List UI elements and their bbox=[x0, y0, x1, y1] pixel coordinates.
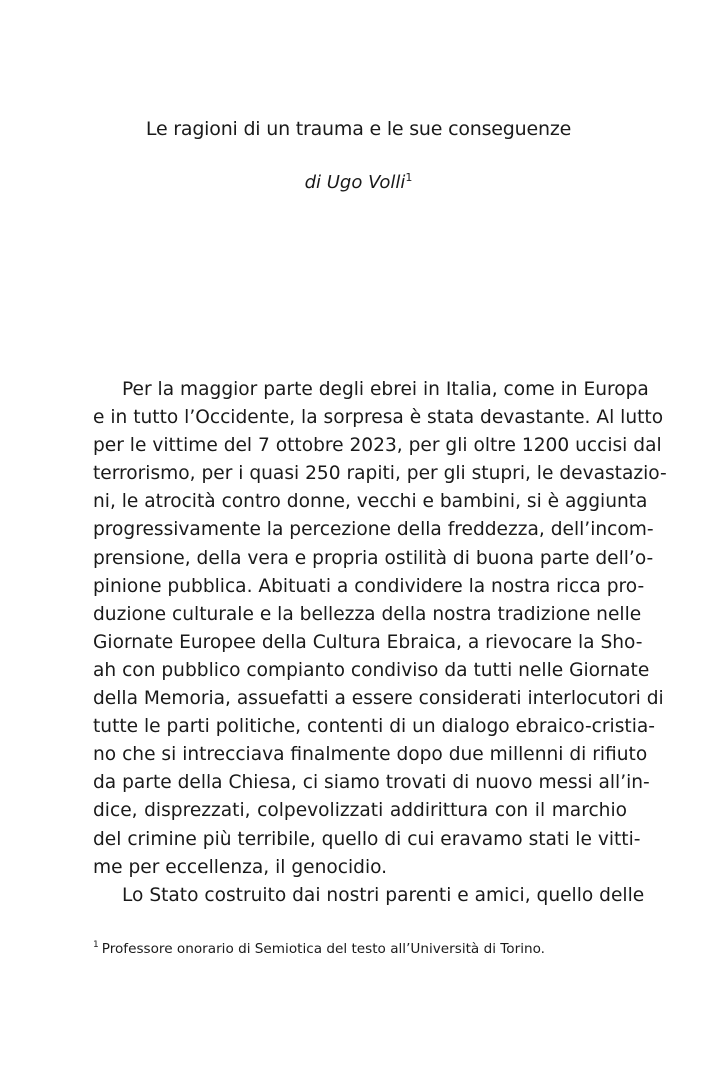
author-name: di Ugo Volli bbox=[304, 172, 406, 193]
body-line: no che si intrecciava finalmente dopo due millenni di rifiuto bbox=[93, 744, 648, 766]
body-line: prensione, della vera e propria ostilità di buona parte dell’o- bbox=[93, 547, 654, 569]
footnote-text: Professore onorario di Semiotica del testo all’Università di Torino. bbox=[101, 941, 545, 957]
body-line: da parte della Chiesa, ci siamo trovati di nuovo messi all’in- bbox=[93, 772, 650, 794]
body-line: me per eccellenza, il genocidio. bbox=[93, 856, 388, 878]
body-line: del crimine più terribile, quello di cui eravamo stati le vitti- bbox=[93, 828, 641, 850]
body-line: e in tutto l’Occidente, la sorpresa è stata devastante. Al lutto bbox=[93, 407, 664, 429]
body-line: per le vittime del 7 ottobre 2023, per gli oltre 1200 uccisi dal bbox=[93, 435, 662, 457]
body-text bbox=[93, 376, 667, 910]
body-line: tutte le parti politiche, contenti di un dialogo ebraico-cristia- bbox=[93, 716, 655, 738]
body-line: terrorismo, per i quasi 250 rapiti, per gli stupri, le devastazio- bbox=[93, 463, 667, 485]
article-title bbox=[0, 118, 717, 140]
body-line: ni, le atrocità contro donne, vecchi e bambini, si è aggiunta bbox=[93, 491, 648, 513]
body-line: dice, disprezzati, colpevolizzati addirittura con il marchio bbox=[93, 800, 627, 822]
article-title-text: Le ragioni di un trauma e le sue conseguenze bbox=[145, 118, 572, 140]
article-author bbox=[0, 172, 717, 193]
footnote-number: 1 bbox=[93, 940, 99, 951]
author-footnote-marker: 1 bbox=[405, 171, 413, 184]
body-line: progressivamente la percezione della freddezza, dell’incom- bbox=[93, 519, 654, 541]
footnote bbox=[93, 940, 627, 958]
body-line: ah con pubblico compianto condiviso da tutti nelle Giornate bbox=[93, 659, 650, 681]
body-line: Giornate Europee della Cultura Ebraica, a rievocare la Sho- bbox=[93, 631, 643, 653]
body-line: duzione culturale e la bellezza della nostra tradizione nelle bbox=[93, 603, 642, 625]
body-line: Lo Stato costruito dai nostri parenti e amici, quello delle bbox=[122, 884, 645, 906]
body-line: della Memoria, assuefatti a essere considerati interlocutori di bbox=[93, 688, 664, 710]
body-line: pinione pubblica. Abituati a condividere la nostra ricca pro- bbox=[93, 575, 645, 597]
body-line: Per la maggior parte degli ebrei in Italia, come in Europa bbox=[122, 379, 649, 400]
